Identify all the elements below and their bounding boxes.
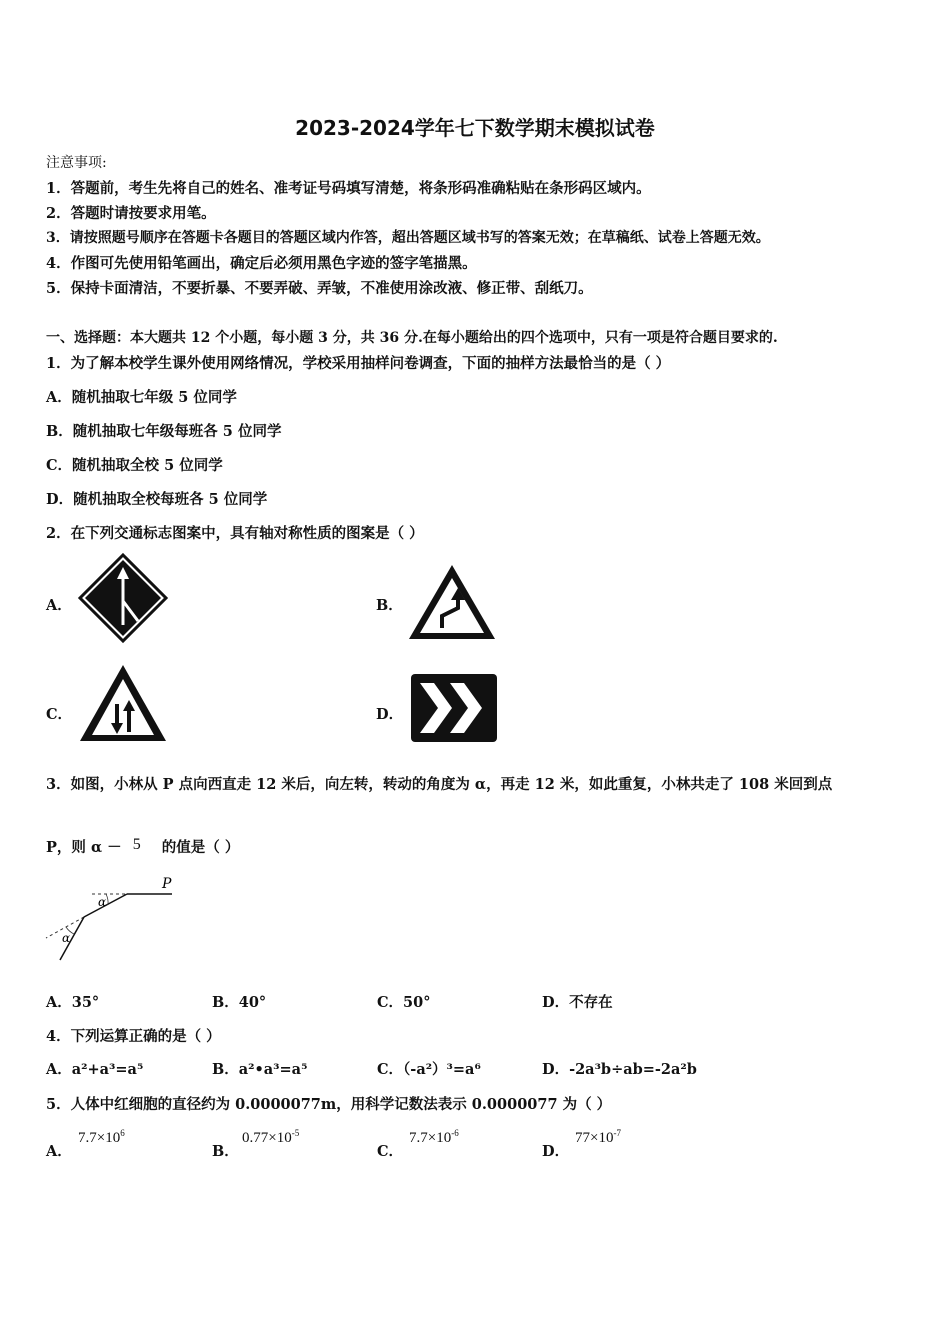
q3-figure-label-alpha2: α <box>62 931 71 945</box>
q3-stem-line1: 3．如图，小林从 P 点向西直走 12 米后，向左转，转动的角度为 α，再走 12 米，如此重复，小林共走了 108 米回到点 <box>46 776 833 793</box>
q5-option-c-exp: -6 <box>451 1128 459 1138</box>
q4-option-b <box>212 1058 307 1079</box>
notice-heading: 注意事项: <box>46 155 107 171</box>
q5-option-b-math <box>242 1128 299 1147</box>
q3-option-b: B．40° <box>212 994 267 1011</box>
q4-option-d-math: -2a³b÷ab=-2a²b <box>569 1061 697 1078</box>
q1-option-d: D．随机抽取全校每班各 5 位同学 <box>46 491 268 508</box>
q2-label-a: A． <box>46 597 72 614</box>
q5-option-b-base: 0.77×10 <box>242 1130 292 1146</box>
sign-a-merge-icon <box>78 553 168 643</box>
q3-stem-part1: P，则 α － <box>46 839 122 856</box>
q5-option-b-exp: -5 <box>291 1128 300 1138</box>
q5-option-c-base: 7.7×10 <box>409 1130 452 1146</box>
q4-option-d <box>542 1058 697 1079</box>
q2-label-c: C． <box>46 706 73 723</box>
notice-item-5: 5．保持卡面清洁，不要折暴、不要弄破、弄皱，不准使用涂改液、修正带、刮纸刀。 <box>46 280 593 297</box>
q5-option-a-base: 7.7×10 <box>78 1130 121 1146</box>
q3-fraction-numerator: 5 <box>132 836 141 853</box>
q4-option-c <box>377 1058 481 1079</box>
q4-stem: 4．下列运算正确的是（ ） <box>46 1028 221 1045</box>
q1-option-a: A．随机抽取七年级 5 位同学 <box>46 389 237 406</box>
q4-option-a-label: A． <box>46 1061 72 1078</box>
notice-item-3: 3．请按照题号顺序在答题卡各题目的答题区域内作答，超出答题区域书写的答案无效；在草稿纸、试卷上答题无效。 <box>46 230 770 246</box>
notice-item-1: 1．答题前，考生先将自己的姓名、准考证号码填写清楚，将条形码准确粘贴在条形码区域内。 <box>46 180 651 197</box>
sign-d-chevron-icon <box>410 673 498 743</box>
q2-label-d: D． <box>376 706 404 723</box>
q5-option-d-label: D． <box>542 1143 570 1160</box>
q4-option-a <box>46 1058 143 1079</box>
q1-option-b: B．随机抽取七年级每班各 5 位同学 <box>46 423 282 440</box>
page-title: 2023-2024学年七下数学期末模拟试卷 <box>295 116 655 140</box>
sign-c-two-way-traffic-icon <box>78 662 168 744</box>
q4-option-c-math: （-a²）³=a⁶ <box>403 1061 481 1078</box>
q4-option-a-math: a²+a³=a⁵ <box>71 1061 144 1078</box>
q1-option-c: C．随机抽取全校 5 位同学 <box>46 457 223 474</box>
q3-figure-label-p: P <box>162 876 172 892</box>
q3-figure-label-alpha1: α <box>98 895 107 909</box>
q2-label-b: B． <box>376 597 403 614</box>
q5-option-d-base: 77×10 <box>575 1130 614 1146</box>
q4-option-b-label: B． <box>212 1061 239 1078</box>
q3-option-d: D．不存在 <box>542 994 613 1011</box>
q5-option-c-label: C． <box>377 1143 404 1160</box>
q3-path-figure <box>44 872 184 964</box>
q3-stem-part2: 的值是（ ） <box>161 839 240 856</box>
sign-b-winding-road-icon <box>406 562 498 642</box>
section-heading: 一、选择题：本大题共 12 个小题，每小题 3 分，共 36 分.在每小题给出的四个选项中，只有一项是符合题目要求的. <box>46 330 778 346</box>
q5-stem: 5．人体中红细胞的直径约为 0.0000077m，用科学记数法表示 0.0000077 为（ ） <box>46 1096 612 1113</box>
q3-option-c: C．50° <box>377 994 431 1011</box>
q5-option-a-exp: 6 <box>120 1128 125 1138</box>
q5-option-a-label: A． <box>46 1143 72 1160</box>
q1-stem: 1．为了解本校学生课外使用网络情况，学校采用抽样问卷调查，下面的抽样方法最恰当的是（ ） <box>46 355 671 372</box>
notice-item-2: 2．答题时请按要求用笔。 <box>46 205 216 222</box>
q4-option-d-label: D． <box>542 1061 570 1078</box>
q4-option-b-math: a²•a³=a⁵ <box>238 1061 308 1078</box>
q5-option-d-math <box>575 1128 621 1147</box>
notice-item-4: 4．作图可先使用铅笔画出，确定后必须用黑色字迹的签字笔描黑。 <box>46 255 477 272</box>
q2-stem: 2．在下列交通标志图案中，具有轴对称性质的图案是（ ） <box>46 525 424 542</box>
q5-option-d-exp: -7 <box>613 1128 621 1138</box>
q5-option-b-label: B． <box>212 1143 239 1160</box>
q3-option-a: A．35° <box>46 994 100 1011</box>
q3-stem-line2 <box>46 836 239 857</box>
q5-option-a-math <box>78 1128 125 1147</box>
q4-option-c-label: C． <box>377 1061 404 1078</box>
q5-option-c-math <box>409 1128 459 1147</box>
